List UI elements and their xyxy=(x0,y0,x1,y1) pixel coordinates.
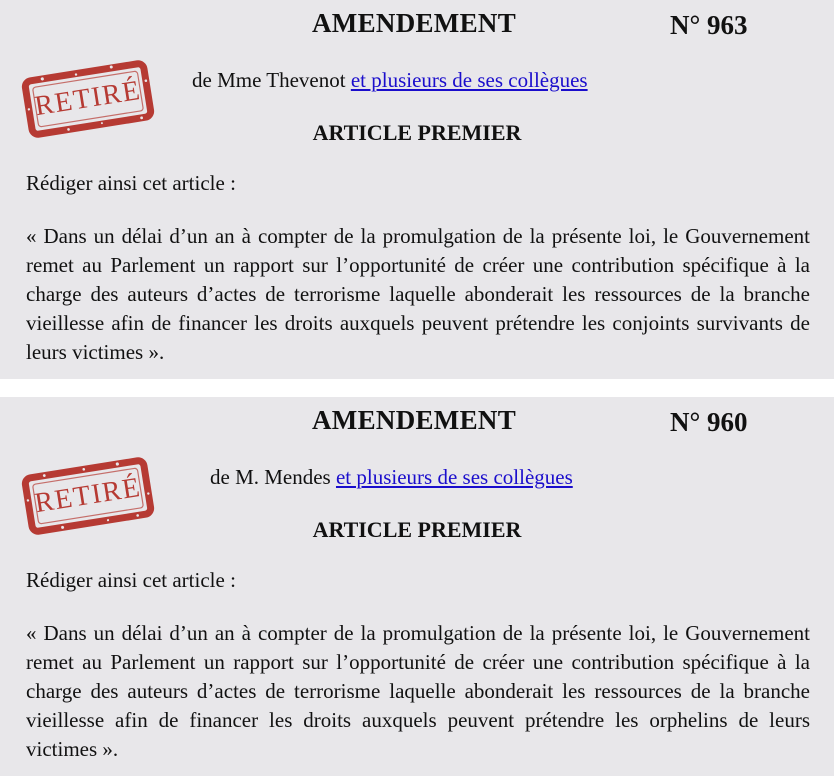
author-name: de M. Mendes xyxy=(210,465,331,489)
amendment-number: N° 963 xyxy=(670,10,748,40)
article-heading: ARTICLE PREMIER xyxy=(312,120,522,145)
amendment-number: N° 960 xyxy=(670,407,748,437)
amendment-instruction: Rédiger ainsi cet article : xyxy=(26,171,236,195)
author-name: de Mme Thevenot xyxy=(192,68,346,92)
amendment-author xyxy=(210,465,573,490)
article-heading: ARTICLE PREMIER xyxy=(312,517,522,542)
amendment-body: « Dans un délai d’un an à compter de la promulgation de la présente loi, le Gouvernement remet au Parlement un rapport sur l’opportunité de créer une contribution spécifique à la charge des auteurs d’actes de terrorisme laquelle abonderait les ressources de la branche vieillesse afin de financer les droits auxquels peuvent prétendre les orphelins de leurs victimes ». xyxy=(26,621,810,761)
amendment-title: AMENDEMENT xyxy=(312,8,516,38)
amendment-card-960 xyxy=(0,397,834,776)
cosigners-link[interactable]: et plusieurs de ses collègues xyxy=(335,465,573,489)
amendment-body: « Dans un délai d’un an à compter de la promulgation de la présente loi, le Gouvernement remet au Parlement un rapport sur l’opportunité de créer une contribution spécifique à la charge des auteurs d’actes de terrorisme laquelle abonderait les ressources de la branche vieillesse afin de financer les droits auxquels peuvent prétendre les conjoints survivants de leurs victimes ». xyxy=(26,224,810,364)
stamp-label: RETIRÉ xyxy=(32,471,144,520)
amendment-card-963 xyxy=(0,0,834,379)
amendment-title: AMENDEMENT xyxy=(312,405,516,435)
amendment-author xyxy=(192,68,588,93)
stamp-label: RETIRÉ xyxy=(32,74,144,123)
cosigners-link[interactable]: et plusieurs de ses collègues xyxy=(350,68,588,92)
amendment-instruction: Rédiger ainsi cet article : xyxy=(26,568,236,592)
